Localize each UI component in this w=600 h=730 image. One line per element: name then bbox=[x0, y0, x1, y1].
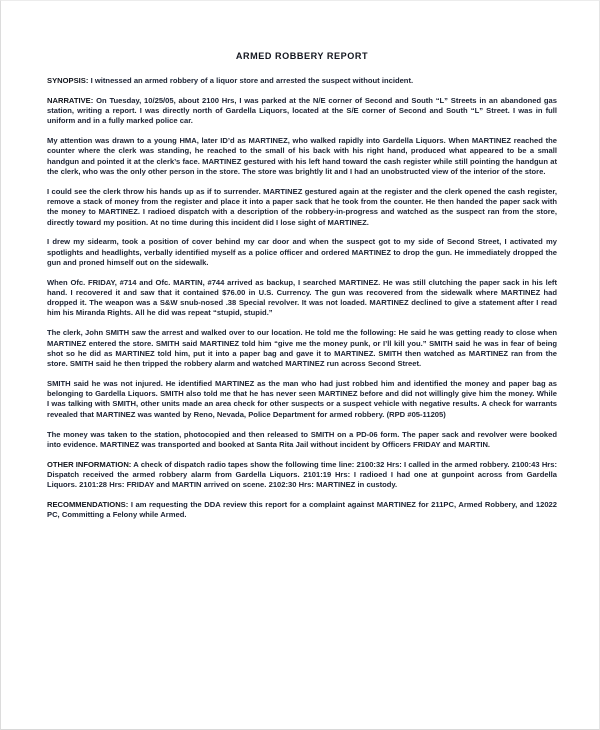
paragraph-clerk-surrender bbox=[47, 187, 557, 228]
paragraph-clerk-statement bbox=[47, 328, 557, 369]
paragraph-narrative bbox=[47, 96, 557, 127]
paragraph-recommendations-label: RECOMMENDATIONS: bbox=[47, 499, 129, 509]
page-title: ARMED ROBBERY REPORT bbox=[235, 51, 369, 61]
paragraph-evidence-booking-text: The money was taken to the station, photocopied and then released to SMITH on a PD-06 form. The paper sack and revolver were booked into evidence. MARTINEZ was transported and booked at Santa Rita Jail without incident by Officers FRIDAY and MARTIN. bbox=[47, 429, 557, 449]
paragraph-evidence-booking bbox=[47, 430, 557, 451]
paragraph-attention-drawn bbox=[47, 136, 557, 177]
report-body bbox=[47, 76, 557, 521]
paragraph-narrative-text: On Tuesday, 10/25/05, about 2100 Hrs, I was parked at the N/E corner of Second and South “L” Streets in an abandoned gas station, writing a report. I was directly north of Gardella Liquors, located at the S/E corner of Second and South “L” Street. I was in full uniform and in a fully marked police car. bbox=[47, 95, 557, 126]
paragraph-recommendations bbox=[47, 500, 557, 521]
paragraph-clerk-surrender-text: I could see the clerk throw his hands up as if to surrender. MARTINEZ gestured again at the register and the clerk opened the cash register, remove a stack of money from the register and place it into a paper sack that he took from the counter. He then handed the paper sack with the money to MARTINEZ. I radioed dispatch with a description of the robbery-in-progress and watched as the suspect ran from the store, directly toward my position. At no time during this incident did I lose sight of MARTINEZ. bbox=[47, 186, 557, 227]
paragraph-other-information bbox=[47, 460, 557, 491]
paragraph-other-information-text: A check of dispatch radio tapes show the following time line: 2100:32 Hrs: I called in the armed robbery. 2100:43 Hrs: Dispatch received the armed robbery alarm from Gardella Liquors. 2101:19 Hrs: I radioed I had one at gunpoint across from Gardella Liquors. 2101:28 Hrs: FRIDAY and MARTIN arrived on scene. 2102:30 Hrs: MARTINEZ in custody. bbox=[47, 459, 558, 490]
paragraph-narrative-label: NARRATIVE: bbox=[47, 95, 94, 105]
paragraph-smith-identification bbox=[47, 379, 557, 420]
paragraph-backup-search-text: When Ofc. FRIDAY, #714 and Ofc. MARTIN, #744 arrived as backup, I searched MARTINEZ. He was still clutching the paper sack in his left hand. I recovered it and saw that it contained $76.00 in U.S. Currency. The gun was recovered from the sidewalk where MARTINEZ had dropped it. The weapon was a S&W snub-nosed .38 Special revolver. It was not loaded. MARTINEZ declined to give a statement after I read him his Miranda Rights. All he did was repeat “stupid, stupid.” bbox=[47, 277, 557, 318]
paragraph-other-information-label: OTHER INFORMATION: bbox=[47, 459, 132, 469]
paragraph-synopsis bbox=[47, 76, 557, 86]
paragraph-sidearm-cover-text: I drew my sidearm, took a position of cover behind my car door and when the suspect got to my side of Second Street, I activated my spotlights and headlights, verbally identified myself as a police officer and ordered MARTINEZ to drop the gun. He immediately dropped the gun and proned himself out on the sidewalk. bbox=[47, 237, 557, 267]
paragraph-backup-search bbox=[47, 278, 557, 319]
paragraph-sidearm-cover bbox=[47, 237, 557, 268]
paragraph-clerk-statement-text: The clerk, John SMITH saw the arrest and walked over to our location. He told me the following: He said he was getting ready to close when MARTINEZ entered the store. SMITH said MARTINEZ told him “give me the money punk, or I’ll kill you.” SMITH said he was in fear of being shot so he did as MARTINEZ told him, put it into a paper bag and gave it to MARTINEZ. SMITH then watched as MARTINEZ ran from the store. SMITH said he then tripped the robbery alarm and watched MARTINEZ run across Second Street. bbox=[47, 328, 557, 369]
paragraph-recommendations-text: I am requesting the DDA review this report for a complaint against MARTINEZ for 211PC, Armed Robbery, and 12022 PC, Committing a Felony while Armed. bbox=[47, 499, 557, 520]
paragraph-synopsis-label: SYNOPSIS: bbox=[47, 75, 89, 85]
paragraph-attention-drawn-text: My attention was drawn to a young HMA, later ID’d as MARTINEZ, who walked rapidly into Gardella Liquors. When MARTINEZ reached the counter where the clerk was standing, he reached to the small of his back with his right hand, produced what appeared to be a small handgun and pointed it at the clerk’s face. MARTINEZ gestured with his left hand toward the cash register while still pointing the handgun at the clerk, who was the only other person in the store. The store was brightly lit and I had an unobstructed view of the interior of the store. bbox=[47, 136, 557, 176]
paragraph-smith-identification-text: SMITH said he was not injured. He identified MARTINEZ as the man who had just robbed him and identified the money and paper bag as belonging to Gardella Liquors. SMITH also told me that he has never seen MARTINEZ before and did not willingly give him the money. While I was talking with SMITH, other units made an area check for other suspects or a suspect vehicle with negative results. A check for warrants revealed that MARTINEZ was wanted by Reno, Nevada, Police Department for armed robbery. (RPD #05-11205) bbox=[47, 378, 557, 419]
paragraph-synopsis-text: I witnessed an armed robbery of a liquor store and arrested the suspect without incident. bbox=[88, 75, 414, 85]
